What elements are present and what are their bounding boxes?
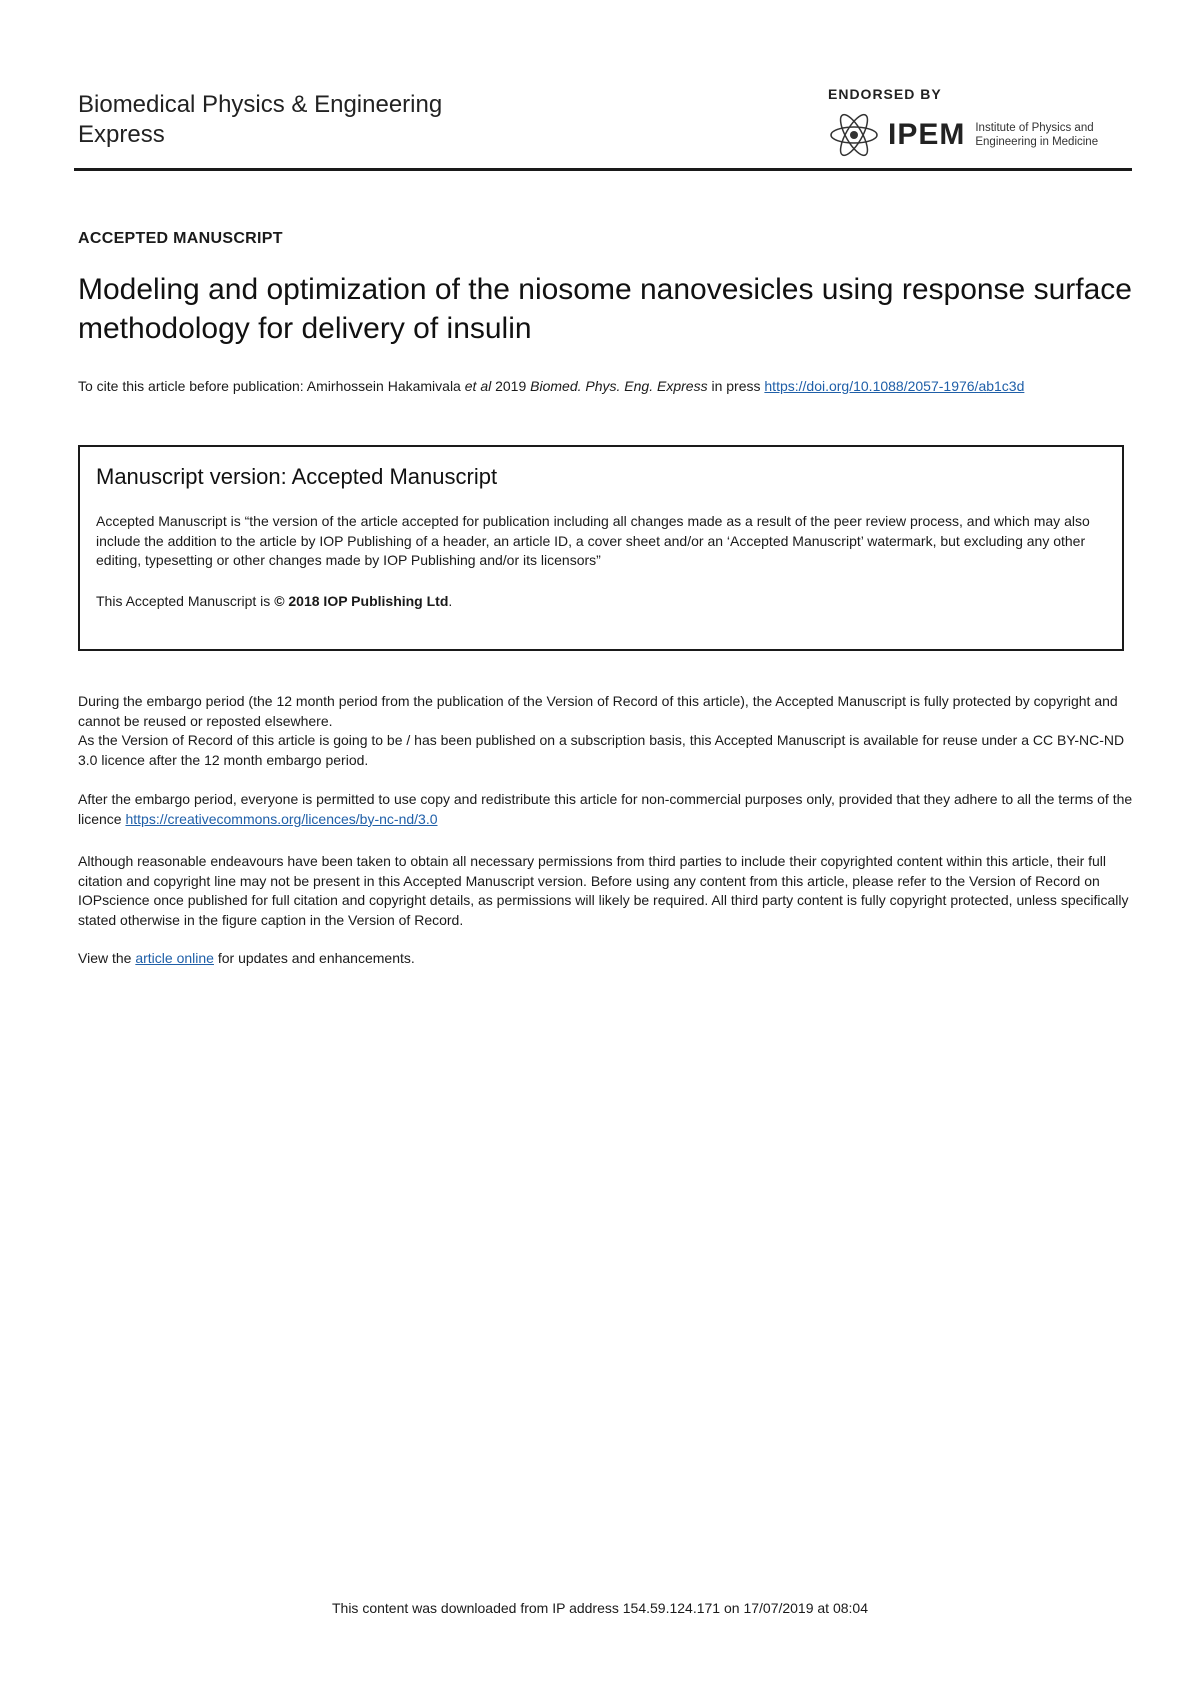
embargo-text-1: During the embargo period (the 12 month period from the publication of the Version of Record of this article), the Accepted Manuscript is fully protected by copyright and cannot be reused or reposted elsewhere. (78, 693, 1118, 729)
embargo-paragraph (78, 692, 1138, 770)
ipem-full-name-line1: Institute of Physics and (975, 122, 1094, 134)
ipem-full-name (975, 121, 1098, 149)
after-embargo-text: After the embargo period, everyone is permitted to use copy and redistribute this article for non-commercial purposes only, provided that they adhere to all the terms of the licence (78, 791, 1133, 827)
citation-prefix: To cite this article before publication: Amirhossein Hakamivala (78, 378, 465, 394)
copyright-line (96, 591, 1108, 611)
citation-in-press: in press (707, 378, 765, 394)
journal-name-line1: Biomedical Physics & Engineering (78, 91, 443, 118)
ipem-full-name-line2: Engineering in Medicine (975, 136, 1099, 148)
atom-icon (828, 112, 880, 158)
citation-etal: et al (464, 378, 492, 394)
embargo-text-2: As the Version of Record of this article is going to be / has been published on a subscription basis, this Accepted Manuscript is available for reuse under a CC BY-NC-ND 3.0 licence after the 12 month embargo period. (78, 732, 1125, 768)
view-online-paragraph (78, 949, 1138, 969)
manuscript-version-title: Manuscript version: Accepted Manuscript (96, 464, 498, 489)
after-embargo-paragraph (78, 790, 1138, 829)
doi-link[interactable]: https://doi.org/10.1088/2057-1976/ab1c3d (764, 378, 1025, 394)
ipem-logo (828, 112, 1098, 158)
article-title: Modeling and optimization of the niosome nanovesicles using response surface methodology for delivery of insulin (78, 273, 1132, 345)
copyright-holder: © 2018 IOP Publishing Ltd (274, 593, 449, 609)
article-online-link[interactable]: article online (135, 950, 214, 966)
permissions-paragraph: Although reasonable endeavours have been taken to obtain all necessary permissions from third parties to include their copyrighted content within this article, their full citation and copyright line may not be present in this Accepted Manuscript version. Before using any content from this article, please refer to the Version of Record on IOPscience once published for full citation and copyright details, as permissions will likely be required. All third party content is fully copyright protected, unless specifically stated otherwise in the figure caption in the Version of Record. (78, 853, 1129, 928)
citation-year: 2019 (491, 378, 531, 394)
accepted-manuscript-label: ACCEPTED MANUSCRIPT (78, 230, 283, 247)
citation-journal: Biomed. Phys. Eng. Express (530, 378, 708, 394)
header-divider (74, 168, 1132, 171)
download-footer: This content was downloaded from IP address 154.59.124.171 on 17/07/2019 at 08:04 (331, 1600, 868, 1616)
endorsed-by-label: ENDORSED BY (828, 86, 942, 102)
view-prefix: View the (78, 950, 136, 966)
view-suffix: for updates and enhancements. (213, 950, 415, 966)
citation (78, 376, 1138, 396)
journal-name (78, 90, 442, 150)
manuscript-version-text: Accepted Manuscript is “the version of the article accepted for publication including all changes made as a result of the peer review process, and which may also include the addition to the article by IOP Publishing of a header, an article ID, a cover sheet and/or an ‘Accepted Manuscript’ watermark, but excluding any other editing, typesetting or other changes made by IOP Publishing and/or its licensors” (96, 513, 1090, 568)
copyright-prefix: This Accepted Manuscript is (96, 593, 275, 609)
licence-link[interactable]: https://creativecommons.org/licences/by-nc-nd/3.0 (125, 810, 438, 827)
ipem-abbreviation: IPEM (888, 118, 966, 151)
journal-name-line2: Express (78, 121, 165, 148)
copyright-suffix: . (448, 593, 453, 609)
